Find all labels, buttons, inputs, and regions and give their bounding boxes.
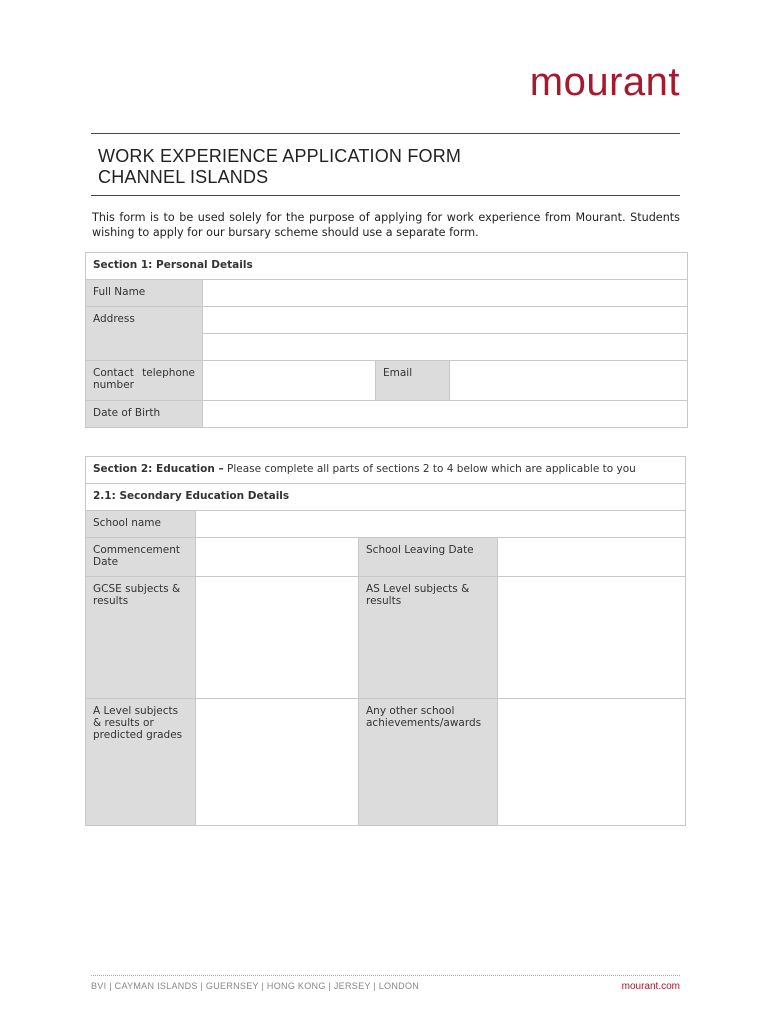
form-title-line2: CHANNEL ISLANDS xyxy=(98,167,269,187)
dob-field[interactable] xyxy=(203,401,688,428)
school-name-field[interactable] xyxy=(196,511,686,538)
address-field-line1[interactable] xyxy=(203,307,688,334)
a-level-field[interactable] xyxy=(196,699,359,826)
email-label: Email xyxy=(376,361,450,401)
gcse-field[interactable] xyxy=(196,577,359,699)
mourant-logo: mourant xyxy=(529,60,680,104)
personal-details-table xyxy=(85,252,688,428)
school-name-label: School name xyxy=(86,511,196,538)
footer-rule xyxy=(91,975,680,976)
school-leaving-date-label: School Leaving Date xyxy=(359,538,498,577)
education-table xyxy=(85,456,686,826)
as-level-field[interactable] xyxy=(498,577,686,699)
address-field-line2[interactable] xyxy=(203,334,688,361)
full-name-label: Full Name xyxy=(86,280,203,307)
section2-heading-title: Section 2: Education – xyxy=(93,463,224,475)
a-level-label: A Level subjects & results or predicted grades xyxy=(86,699,196,826)
intro-text: This form is to be used solely for the purpose of applying for work experience from Mourant. Students wishing to apply for our bursary scheme should use a separate form. xyxy=(92,211,680,239)
form-title-line1: WORK EXPERIENCE APPLICATION FORM xyxy=(98,146,462,166)
secondary-education-heading: 2.1: Secondary Education Details xyxy=(86,484,686,511)
full-name-field[interactable] xyxy=(203,280,688,307)
section2-heading xyxy=(86,457,686,484)
contact-telephone-label: Contact telephone number xyxy=(86,361,203,401)
commencement-date-label: Commencement Date xyxy=(86,538,196,577)
address-label: Address xyxy=(86,307,203,361)
contact-telephone-field[interactable] xyxy=(203,361,376,401)
school-leaving-date-field[interactable] xyxy=(498,538,686,577)
other-achievements-field[interactable] xyxy=(498,699,686,826)
gcse-label: GCSE subjects & results xyxy=(86,577,196,699)
as-level-label: AS Level subjects & results xyxy=(359,577,498,699)
section2-heading-note: Please complete all parts of sections 2 to 4 below which are applicable to you xyxy=(223,463,636,475)
form-title xyxy=(98,146,461,188)
email-field[interactable] xyxy=(450,361,688,401)
header-rule-top xyxy=(91,133,680,134)
footer-website-link[interactable]: mourant.com xyxy=(621,981,680,992)
other-achievements-label: Any other school achievements/awards xyxy=(359,699,498,826)
section1-heading: Section 1: Personal Details xyxy=(86,253,688,280)
dob-label: Date of Birth xyxy=(86,401,203,428)
footer-locations: BVI | CAYMAN ISLANDS | GUERNSEY | HONG KONG | JERSEY | LONDON xyxy=(91,981,420,991)
commencement-date-field[interactable] xyxy=(196,538,359,577)
header-rule-bottom xyxy=(91,195,680,196)
